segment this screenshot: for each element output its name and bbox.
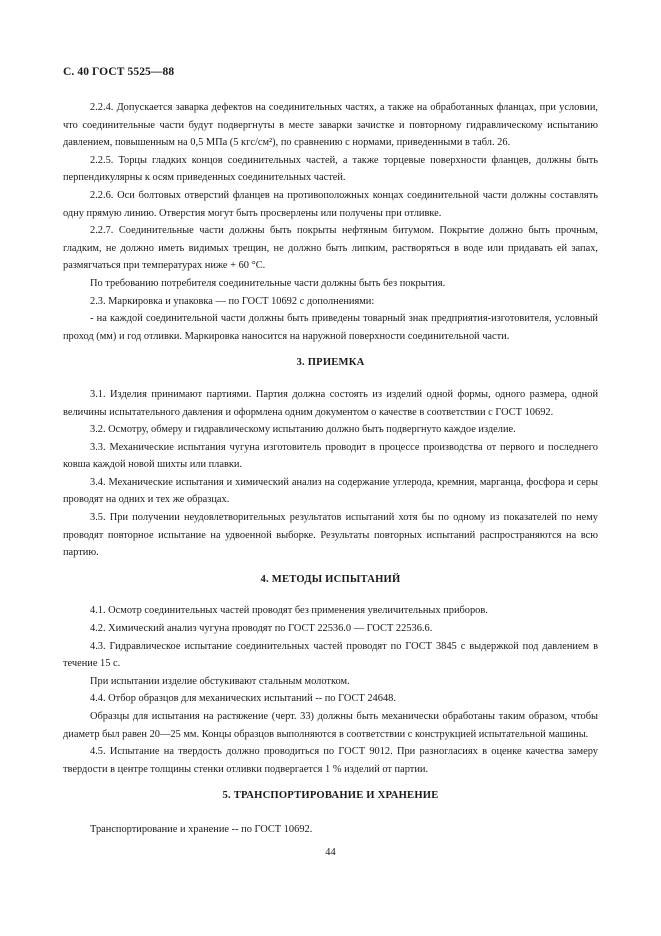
paragraph-3-1: 3.1. Изделия принимают партиями. Партия должна состоять из изделий одной формы, одного размера, одной величины испытательного давления и оформлена одним документом о качестве в соответствии с ГОСТ 10692. [63, 388, 598, 418]
paragraph-4-2: 4.2. Химический анализ чугуна проводят по ГОСТ 22536.0 — ГОСТ 22536.6. [90, 623, 433, 635]
paragraph-2-2-6: 2.2.6. Оси болтовых отверстий фланцев на противоположных концах соединительной части должны составлять одну прямую линию. Отверстия могут быть просверлены или получены при отливке. [63, 189, 598, 219]
paragraph-2-2-7: 2.2.7. Соединительные части должны быть покрыты нефтяным битумом. Покрытие должно быть прочным, гладким, не должно иметь видимых трещин, не должно быть липким, растворяться в воде или придавать ей запах, размягчаться при температурах ниже + 60 °С. [63, 225, 598, 272]
paragraph-transport: Транспортирование и хранение -- по ГОСТ 10692. [90, 823, 313, 835]
section-title-acceptance: 3. ПРИЕМКА [296, 357, 365, 369]
paragraph-samples: Образцы для испытания на растяжение (черт. 33) должны быть механически обработаны таким образом, чтобы диаметр был равен 20—25 мм. Концы образцов выполняются в соответствии с конструкцией испытательной машины. [63, 711, 598, 740]
paragraph-3-5: 3.5. При получении неудовлетворительных результатов испытаний хотя бы по одному из показателей по нему проводят повторное испытание на удвоенной выборке. Результаты повторных испытаний распространяются на всю партию. [63, 512, 598, 559]
paragraph-3-3: 3.3. Механические испытания чугуна изготовитель проводит в процессе производства от первого и последнего ковша каждой новой шихты или плавки. [63, 441, 598, 471]
paragraph-no-coating: По требованию потребителя соединительные части должны быть без покрытия. [90, 277, 446, 289]
paragraph-3-4: 3.4. Механические испытания и химический анализ на содержание углерода, кремния, марганца, фосфора и серы проводят на одних и тех же образцах. [63, 476, 598, 506]
paragraph-2-2-5: 2.2.5. Торцы гладких концов соединительных частей, а также торцевые поверхности фланцев, должны быть перпендикулярны к осям приведенных соединительных частей. [63, 154, 598, 184]
paragraph-hammer: При испытании изделие обстукивают стальным молотком. [90, 675, 350, 687]
paragraph-4-5: 4.5. Испытание на твердость должно проводиться по ГОСТ 9012. При разногласиях в оценке качества замеру твердости в центре толщины стенки отливки подвергается 1 % изделий от партии. [63, 746, 598, 775]
paragraph-2-2-4: 2.2.4. Допускается заварка дефектов на соединительных частях, а также на обработанных фланцах, при условии, что соединительные части будут подвергнуты в месте заварки зачистке и повторному гидравлическому испытанию давлением, повышенным на 0,5 МПа (5 кгс/см²), по сравнению с нормами, приведенными в табл. 26. [63, 102, 598, 149]
paragraph-4-3: 4.3. Гидравлическое испытание соединительных частей проводят по ГОСТ 3845 с выдержкой под давлением в течение 15 с. [63, 640, 598, 670]
paragraph-2-3: 2.3. Маркировка и упаковка — по ГОСТ 10692 с дополнениями: [90, 295, 375, 307]
document-body [63, 99, 598, 839]
paragraph-3-2: 3.2. Осмотру, обмеру и гидравлическому испытанию должно быть подвергнуто каждое изделие. [90, 424, 516, 436]
paragraph-marking: - на каждой соединительной части должны быть приведены товарный знак предприятия-изготовителя, условный проход (мм) и год отливки. Маркировка наносится на наружной поверхности соединительной части. [63, 313, 598, 342]
page-number: 44 [325, 847, 336, 858]
paragraph-4-1: 4.1. Осмотр соединительных частей проводят без применения увеличительных приборов. [90, 605, 488, 617]
page-header: С. 40 ГОСТ 5525—88 [63, 66, 175, 78]
section-title-test-methods: 4. МЕТОДЫ ИСПЫТАНИЙ [260, 573, 401, 585]
paragraph-4-4: 4.4. Отбор образцов для механических испытаний -- по ГОСТ 24648. [90, 693, 396, 705]
section-title-transport: 5. ТРАНСПОРТИРОВАНИЕ И ХРАНЕНИЕ [222, 790, 439, 802]
